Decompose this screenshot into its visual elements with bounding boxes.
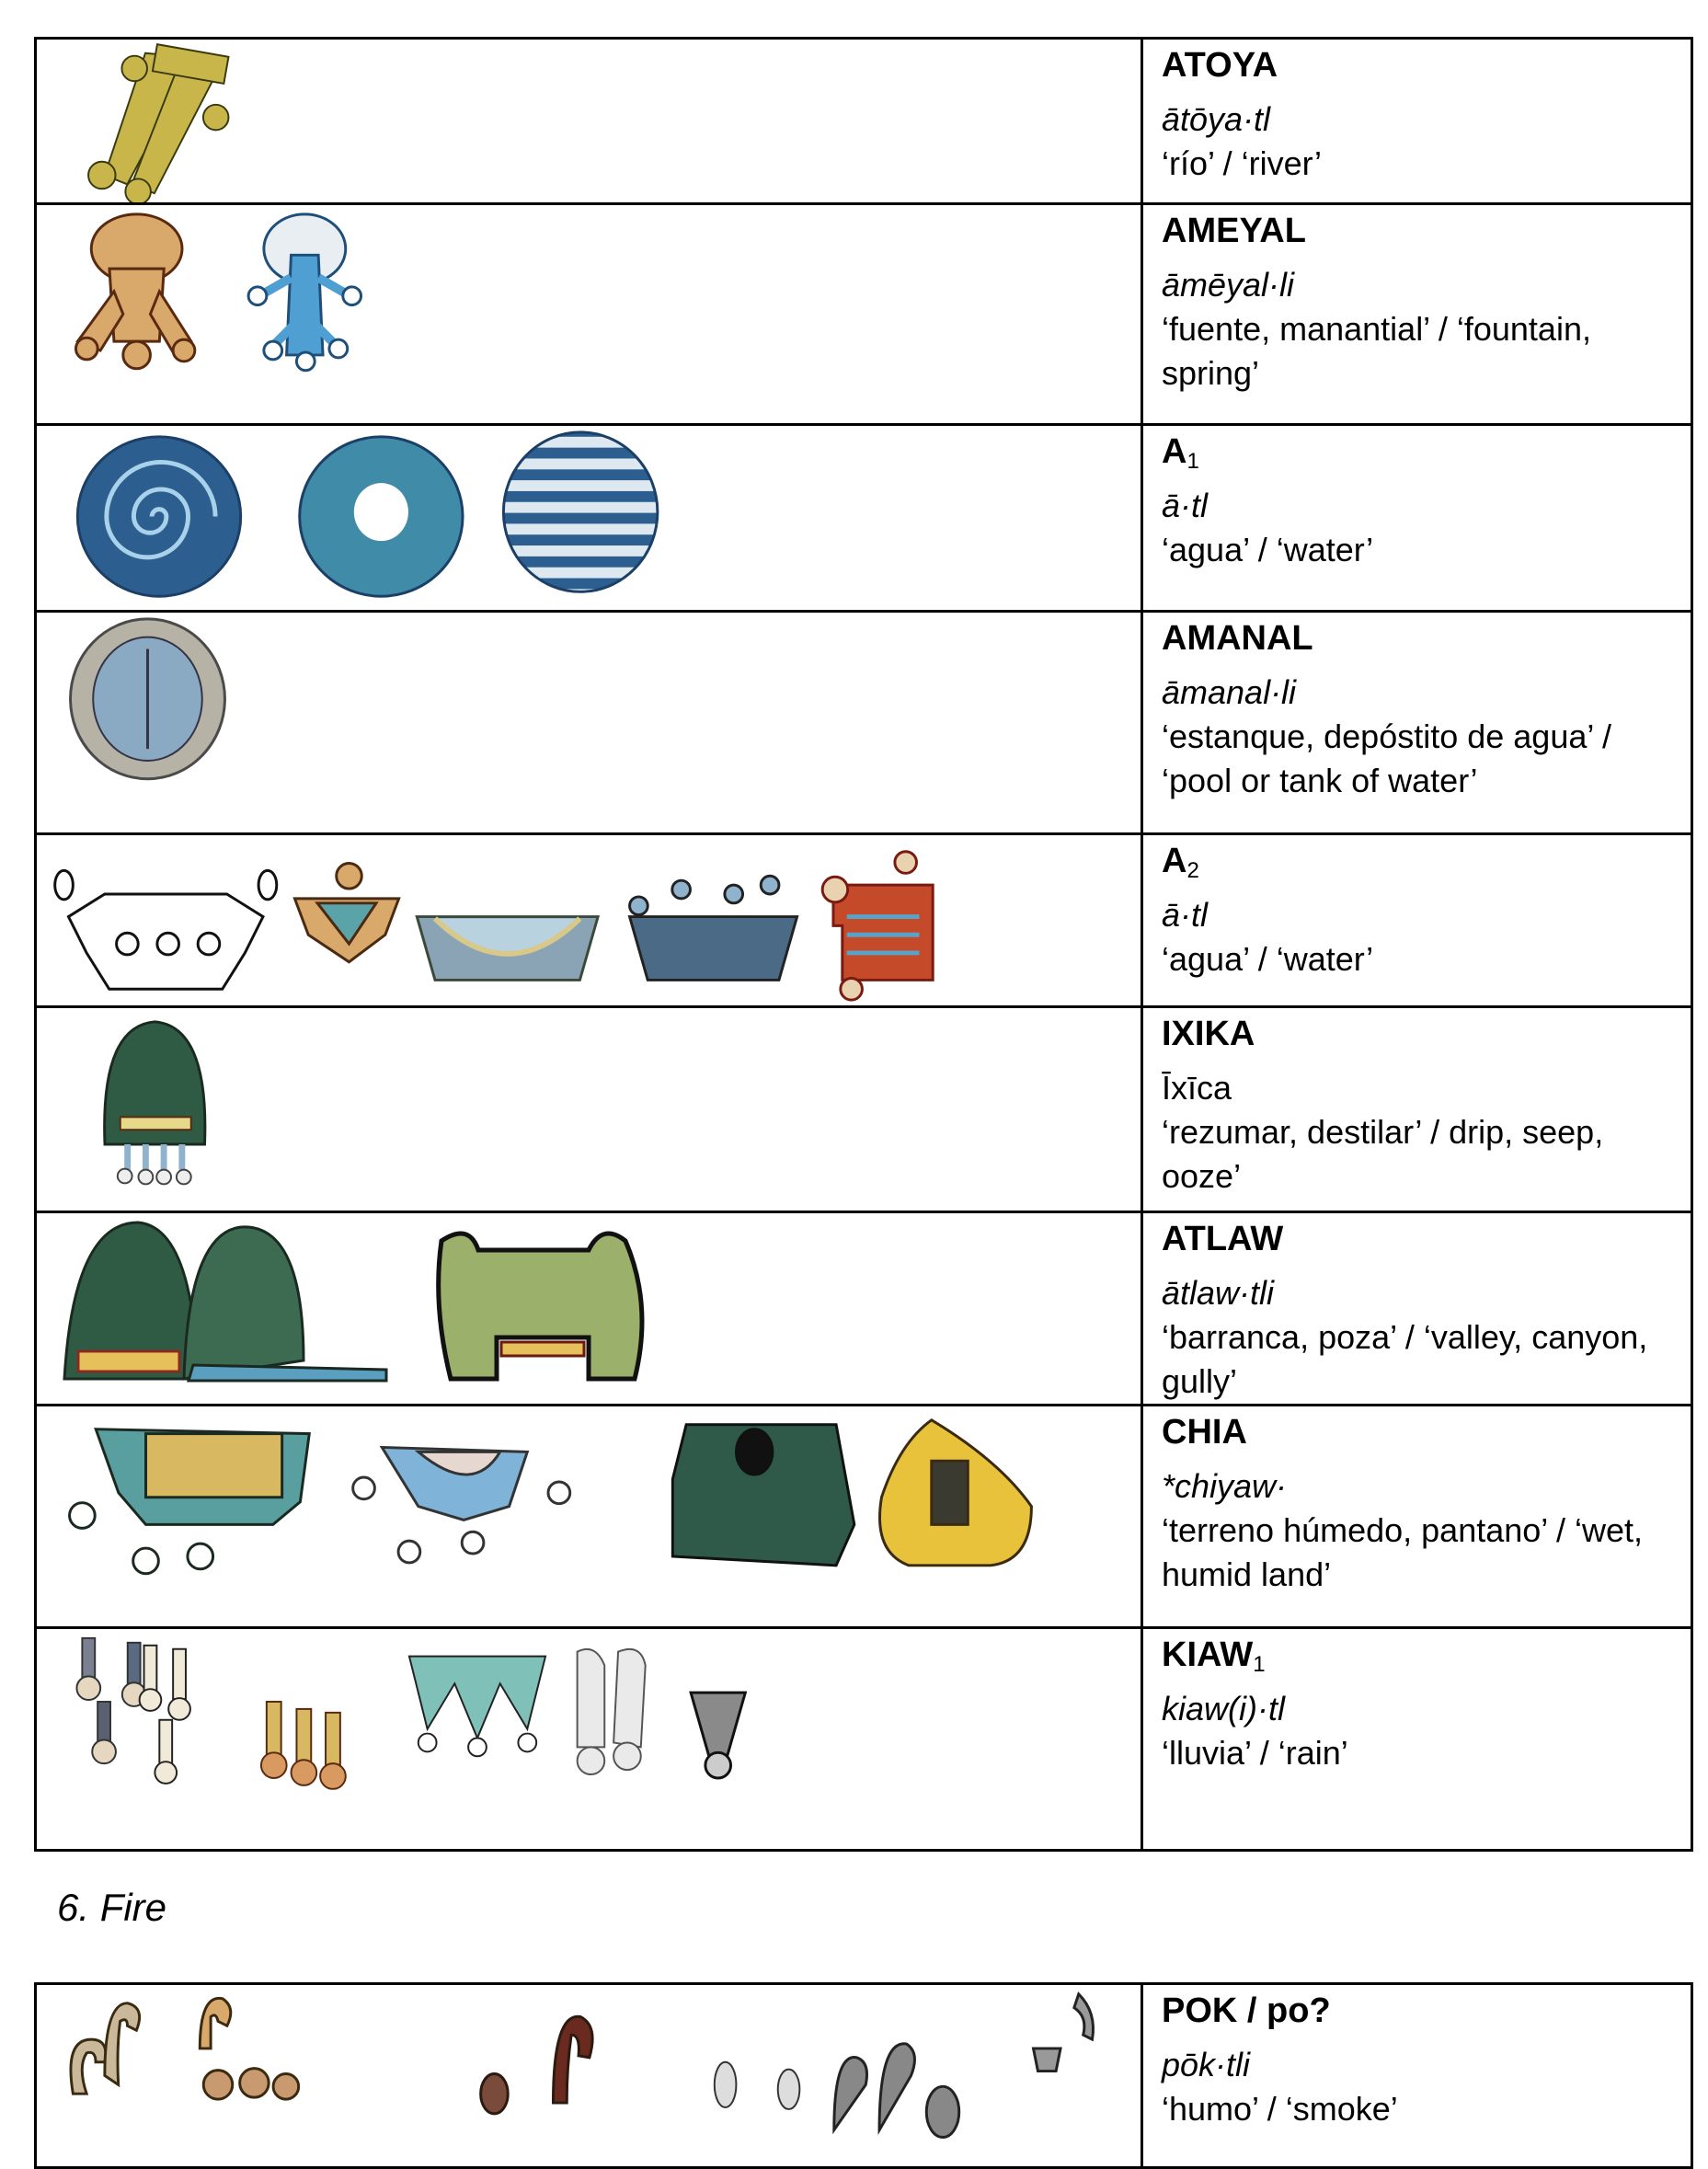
glyph-cell [36,1007,1142,1212]
table-row [36,1406,1692,1628]
spring-blue-icon [248,214,361,371]
wetland-2-icon [353,1447,570,1562]
rain-drops-2-icon [140,1646,190,1784]
entry-head: CHIA [1162,1413,1247,1452]
red-channel-icon [822,852,933,1000]
smoke-scrolls-glyph-icon [37,1985,1141,2166]
entry-transcription: pōk·tli [1162,2046,1251,2083]
table-row [36,612,1692,834]
fire-glyph-table [34,1982,1693,2169]
glyph-cell [36,204,1142,425]
entry-transcription: ātōya·tl [1162,100,1271,138]
water-ring-icon [300,437,463,596]
entry-transcription: ā·tl [1162,487,1209,524]
entry-head: ATLAW [1162,1220,1284,1258]
water-glyph-table [34,37,1693,1852]
entry-head: $KIAW_1$ [1162,1635,1266,1677]
entry-head: $A_2$ [1162,842,1199,883]
entry-text-cell [1142,834,1692,1007]
canyon-green-icon [439,1234,642,1379]
table-row [36,39,1692,204]
glyph-cell [36,1628,1142,1851]
table-row [36,1628,1692,1851]
rain-drops-3-icon [261,1702,346,1789]
entry-gloss: ‘terreno húmedo, pantano’ / ‘wet, humid land’ [1162,1511,1643,1593]
entry-transcription: kiaw(i)·tl [1162,1690,1285,1727]
entry-gloss: ‘agua’ / ‘water’ [1162,940,1374,978]
entry-transcription: ā·tl [1162,896,1209,934]
table-row [36,1007,1692,1212]
glyph-cell [36,1212,1142,1406]
entry-text-cell [1142,1984,1692,2168]
river-glyph-icon [37,40,1141,202]
entry-transcription: Īxīca [1162,1069,1232,1107]
entry-head: AMANAL [1162,619,1313,658]
water-spiral-icon [77,437,240,596]
entry-gloss: ‘rezumar, destilar’ / drip, seep, ooze’ [1162,1113,1604,1195]
table-row [36,1212,1692,1406]
wetland-1-icon [70,1429,310,1574]
entry-text-cell [1142,425,1692,612]
wetland-face-icon [879,1420,1031,1566]
wetland-3-icon [672,1425,854,1566]
rain-outline-icon [578,1649,646,1774]
water-striped-icon [503,432,657,591]
twin-hill-icon [64,1222,386,1381]
entry-gloss: ‘fuente, manantial’ / ‘fountain, spring’ [1162,310,1591,392]
entry-text-cell [1142,1212,1692,1406]
entry-transcription: āmēyal·li [1162,266,1295,304]
canyon-glyphs-icon [37,1213,1141,1404]
table-row [36,204,1692,425]
water-vessel-glyphs-icon [37,835,1141,1005]
entry-head: ATOYA [1162,46,1278,85]
entry-text-cell [1142,39,1692,204]
table-row [36,834,1692,1007]
water-bowl-icon [417,917,598,981]
seep-hill-glyph-icon [37,1008,1141,1211]
rain-glyphs-icon [37,1629,1141,1849]
section-title: 6. Fire [57,1886,167,1929]
rain-curtain-icon [409,1657,545,1757]
entry-transcription: ātlaw·tli [1162,1274,1275,1312]
wetland-glyphs-icon [37,1406,1141,1626]
entry-text-cell [1142,1628,1692,1851]
entry-gloss: ‘lluvia’ / ‘rain’ [1162,1734,1348,1772]
rain-drops-1-icon [76,1638,145,1763]
spring-brown-icon [75,214,194,369]
entry-head: $A_1$ [1162,432,1199,474]
entry-transcription: āmanal·li [1162,673,1297,711]
glyph-cell [36,1984,1142,2168]
entry-gloss: ‘estanque, depóstito de agua’ / ‘pool or tank of water’ [1162,717,1612,799]
entry-gloss: ‘agua’ / ‘water’ [1162,531,1374,568]
spring-glyphs-icon [37,205,1141,423]
glyph-cell [36,39,1142,204]
entry-head: POK / po? [1162,1991,1331,2030]
entry-text-cell [1142,1007,1692,1212]
glyph-cell [36,425,1142,612]
entry-transcription: *chiyaw· [1162,1467,1288,1505]
entry-text-cell [1142,204,1692,425]
entry-text-cell [1142,1406,1692,1628]
glyph-cell [36,834,1142,1007]
vessel-orange-icon [294,864,398,962]
water-glyphs-icon [37,426,1141,610]
entry-text-cell [1142,612,1692,834]
entry-head: IXIKA [1162,1015,1255,1053]
entry-head: AMEYAL [1162,212,1306,250]
glyph-cell [36,612,1142,834]
table-row [36,425,1692,612]
glyph-cell [36,1406,1142,1628]
pool-glyph-icon [37,613,1141,832]
entry-gloss: ‘río’ / ‘river’ [1162,144,1323,182]
vessel-outline-icon [55,870,277,989]
rain-gray-icon [691,1693,745,1778]
entry-gloss: ‘humo’ / ‘smoke’ [1162,2090,1398,2128]
table-row [36,1984,1692,2168]
entry-gloss: ‘barranca, poza’ / ‘valley, canyon, gully’ [1162,1318,1648,1400]
water-basin-icon [630,876,797,980]
